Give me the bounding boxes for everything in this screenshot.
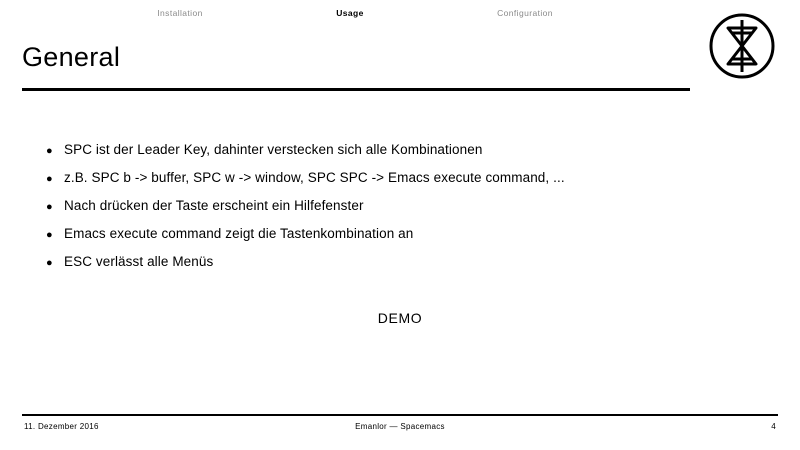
list-item-label: Emacs execute command zeigt die Tastenkombination an: [64, 226, 414, 242]
list-item: [46, 198, 746, 214]
list-item: [46, 254, 746, 270]
footer: [22, 422, 778, 438]
hourglass-circle-logo: [708, 12, 776, 80]
bullet-icon: ●: [46, 229, 53, 242]
footer-title: Emanlor — Spacemacs: [355, 422, 445, 431]
list-item: [46, 170, 746, 186]
footer-page-number: 4: [771, 422, 776, 431]
list-item-label: z.B. SPC b -> buffer, SPC w -> window, SPC SPC -> Emacs execute command, ...: [64, 170, 565, 186]
demo-label: DEMO: [377, 310, 423, 326]
list-item-label: Nach drücken der Taste erscheint ein Hilfefenster: [64, 198, 364, 214]
list-item: [46, 226, 746, 242]
bullet-icon: ●: [46, 145, 53, 157]
bullet-icon: ●: [46, 173, 53, 186]
list-item-label: ESC verlässt alle Menüs: [64, 254, 214, 270]
title-divider: [22, 88, 690, 91]
slide-navigation: [0, 4, 700, 22]
footer-divider: [22, 414, 778, 416]
page-title: General: [22, 42, 121, 72]
list-item-label: SPC ist der Leader Key, dahinter verstecken sich alle Kombinationen: [64, 142, 483, 157]
list-item: [46, 142, 746, 158]
nav-item-usage[interactable]: Usage: [336, 8, 364, 18]
bullet-list: [46, 142, 746, 282]
nav-item-installation[interactable]: Installation: [157, 8, 203, 18]
footer-date: 11. Dezember 2016: [24, 422, 99, 431]
bullet-icon: ●: [46, 201, 53, 214]
bullet-icon: ●: [46, 257, 53, 270]
nav-item-configuration[interactable]: Configuration: [497, 8, 553, 18]
